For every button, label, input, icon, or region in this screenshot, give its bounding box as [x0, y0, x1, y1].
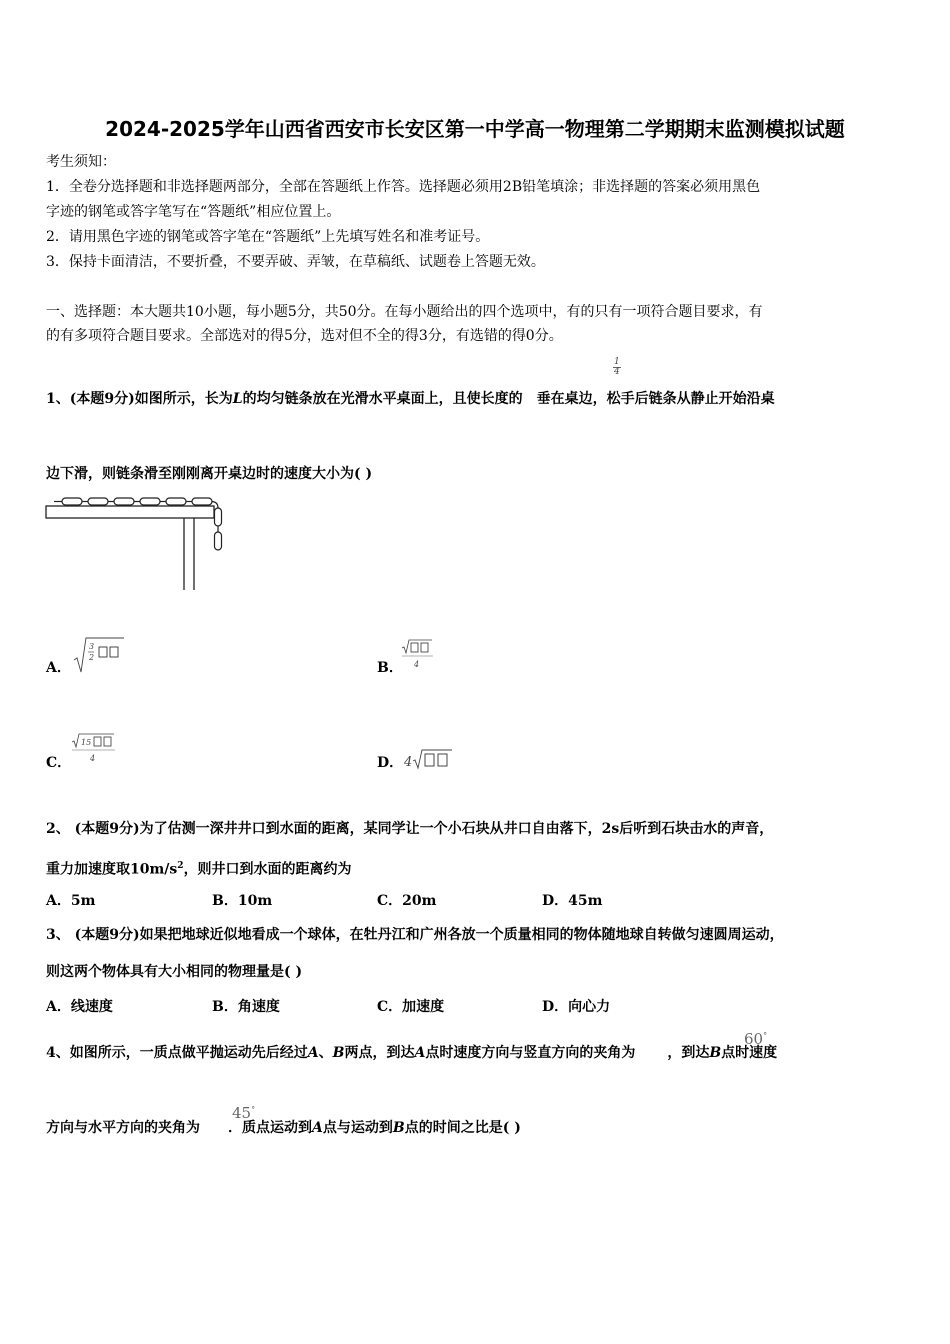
q4-line2-d: 点的时间之比是( ) — [404, 1120, 521, 1136]
q1-fraction-quarter — [613, 358, 621, 377]
q1-a-num: 3 — [89, 642, 95, 651]
q1-option-c-label: C． — [46, 755, 72, 771]
q1-d-coef: 4 — [404, 755, 413, 770]
q1-option-b-formula — [400, 638, 440, 672]
q4-line2-b: ．质点运动到 — [228, 1120, 312, 1136]
q1-option-d[interactable] — [377, 752, 403, 772]
section-heading-line1: 一、选择题：本大题共10小题，每小题5分，共50分。在每小题给出的四个选项中，有的只有一项符合题目要求，有 — [46, 304, 763, 320]
section-heading-line2: 的有多项符合题目要求。全部选对的得5分，选对但不全的得3分，有选错的得0分。 — [46, 328, 563, 344]
q3-option-b[interactable]: B．角速度 — [212, 999, 280, 1015]
q1-c-den: 4 — [90, 754, 96, 763]
q4-var-A-2: A — [414, 1045, 426, 1061]
chain-horizontal — [54, 498, 212, 505]
q1-option-a[interactable] — [46, 657, 71, 677]
q1-option-b[interactable] — [377, 657, 403, 677]
q1-frac-num: 1 — [614, 357, 620, 367]
notice-item-1: 1．全卷分选择题和非选择题两部分，全部在答题纸上作答。选择题必须用2B铅笔填涂；非选择题的答案必须用黑色 — [46, 179, 761, 195]
q2-option-a[interactable]: A．5m — [46, 893, 96, 909]
table-top — [46, 506, 214, 518]
q4-text-c: 点时速度方向与竖直方向的夹角为 — [425, 1045, 636, 1061]
q1-var-L: L — [232, 391, 243, 407]
q1-option-d-formula — [402, 748, 456, 772]
q1-option-a-formula — [72, 634, 126, 674]
q1-b-den: 4 — [414, 660, 420, 669]
notice-item-3: 3．保持卡面清洁，不要折叠，不要弄破、弄皱，在草稿纸、试题卷上答题无效。 — [46, 254, 545, 270]
question-1-line1 — [46, 389, 775, 409]
page-title: 2024-2025学年山西省西安市长安区第一中学高一物理第二学期期末监测模拟试题 — [105, 117, 845, 141]
q1-text-b: 的均匀链条放在光滑水平桌面上，且使长度的 — [242, 391, 523, 407]
q4-var-B: B — [332, 1045, 345, 1061]
q4-angle2: 45 — [232, 1104, 252, 1122]
q4-angle-60: 60° — [744, 1030, 768, 1048]
q4-angle1: 60 — [744, 1030, 764, 1048]
q1-frac-den: 4 — [614, 367, 620, 377]
q4-text-b: 两点，到达 — [344, 1045, 415, 1061]
q1-option-b-label: B． — [377, 660, 403, 676]
notice-item-1-cont: 字迹的钢笔或答字笔写在“答题纸”相应位置上。 — [46, 204, 341, 220]
q4-text-a: 4、如图所示，一质点做平抛运动先后经过 — [46, 1045, 308, 1061]
q1-text-a: 1、(本题9分)如图所示，长为 — [46, 391, 233, 407]
question-1-line2: 边下滑，则链条滑至刚刚离开桌边时的速度大小为( ) — [46, 466, 373, 482]
q3-option-d[interactable]: D．向心力 — [542, 999, 611, 1015]
question-4-line2 — [46, 1118, 521, 1138]
q3-option-a[interactable]: A．线速度 — [46, 999, 113, 1015]
notice-item-2: 2．请用黑色字迹的钢笔或答字笔在“答题纸”上先填写姓名和准考证号。 — [46, 229, 490, 245]
q4-text-d: ，到达 — [667, 1045, 710, 1061]
q1-c-num: 15 — [81, 738, 92, 747]
q1-text-c: 垂在桌边，松手后链条从静止开始沿桌 — [536, 391, 775, 407]
question-3-line1: 3、 (本题9分)如果把地球近似地看成一个球体，在牡丹江和广州各放一个质量相同的物体随地球自转做匀速圆周运动， — [46, 927, 784, 943]
q1-a-den: 2 — [89, 653, 95, 662]
q4-text-e: 点时速度 — [721, 1045, 778, 1061]
q2-line2-a: 重力加速度取10m/s — [46, 861, 178, 878]
q4-line2-c: 点与运动到 — [322, 1120, 393, 1136]
q2-line2-b: ，则井口到水面的距离约为 — [183, 861, 352, 878]
q3-option-c[interactable]: C．加速度 — [377, 999, 445, 1015]
q1-option-a-label: A． — [46, 660, 71, 676]
q1-option-d-label: D． — [377, 755, 404, 771]
q4-line2-a: 方向与水平方向的夹角为 — [46, 1120, 200, 1136]
chain-table-figure — [44, 494, 224, 592]
question-2-line2 — [46, 856, 352, 880]
q2-option-d[interactable]: D．45m — [542, 893, 603, 909]
q2-line2-sup: 2 — [177, 861, 184, 871]
q1-option-c-formula — [70, 732, 120, 766]
q1-option-c[interactable] — [46, 752, 71, 772]
q4-var-B-3: B — [392, 1120, 405, 1136]
q2-option-b[interactable]: B．10m — [212, 893, 273, 909]
q4-var-B-2: B — [709, 1045, 722, 1061]
question-3-line2: 则这两个物体具有大小相同的物理量是( ) — [46, 964, 303, 980]
q4-sep: 、 — [318, 1045, 333, 1061]
q4-var-A-3: A — [312, 1120, 323, 1136]
question-4-line1 — [46, 1043, 777, 1063]
notice-heading: 考生须知： — [46, 154, 116, 170]
q4-var-A: A — [307, 1045, 319, 1061]
q2-option-c[interactable]: C．20m — [377, 893, 437, 909]
q4-angle-45: 45° — [232, 1104, 256, 1122]
question-2-line1: 2、 (本题9分)为了估测一深井井口到水面的距离，某同学让一个小石块从井口自由落下，2s后听到石块击水的声音， — [46, 821, 774, 837]
